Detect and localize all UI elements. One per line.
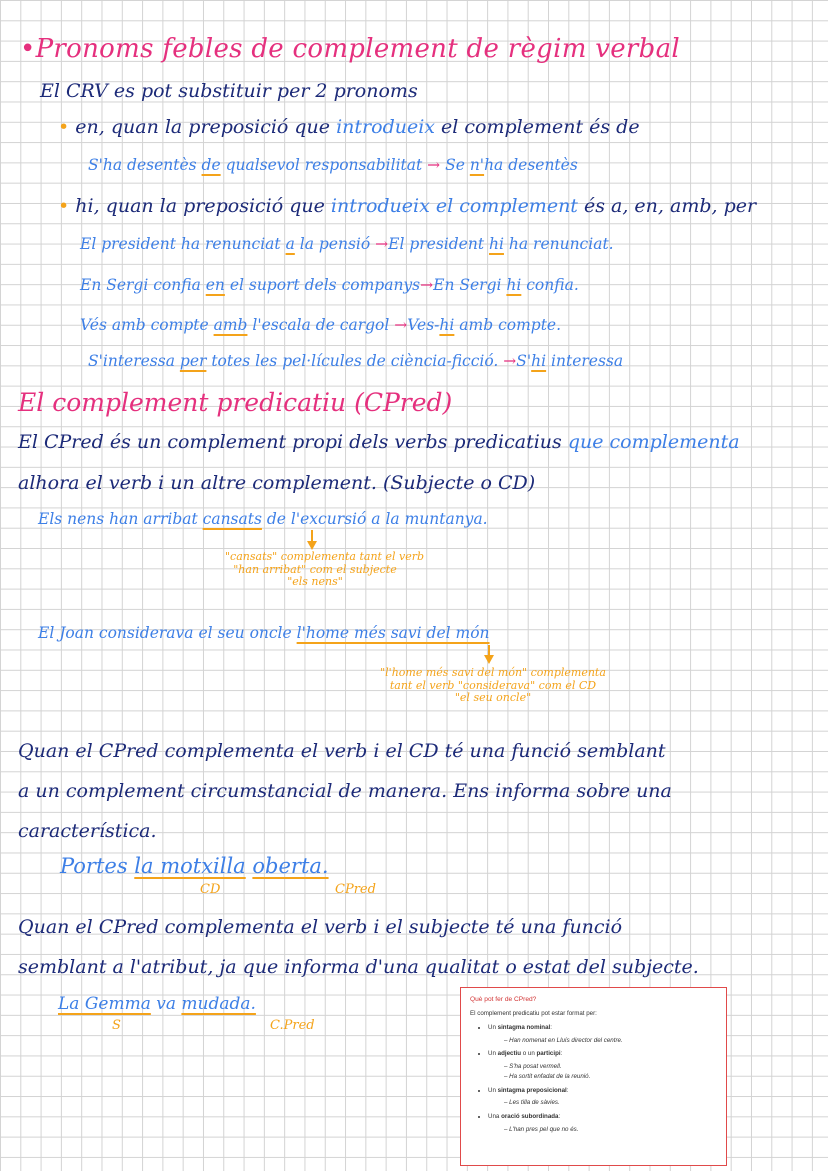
- ex-part: El president ha renunciat: [80, 235, 286, 253]
- note-line: "l'home més savi del món" complementa: [380, 666, 606, 679]
- cd-para-line3: característica.: [18, 820, 157, 842]
- note-line: "cansats" complementa tant el verb: [225, 550, 424, 563]
- box-list: [470, 1024, 717, 1134]
- example-cpred-3: [60, 856, 329, 877]
- def-part: propi dels verbs predicatius: [292, 431, 562, 453]
- subj-para-line2: semblant a l'atribut, ja que informa d'una qualitat o estat del subjecte.: [18, 956, 699, 978]
- bullet-hi: [58, 197, 756, 216]
- cd-para-line2: a un complement circumstancial de manera. Ens informa sobre una: [18, 780, 672, 802]
- list-item: – Les tilla de sàvies.: [504, 1099, 717, 1107]
- tag-s: S: [112, 1018, 121, 1033]
- ex-underline: n': [469, 156, 485, 174]
- example-hi-1: [80, 237, 614, 253]
- item-text: :: [550, 1023, 552, 1031]
- ex-part: S': [516, 352, 532, 370]
- intro-text: El CRV es pot substituir per 2 pronoms: [40, 80, 418, 102]
- ex-part: totes les pel·lícules de ciència-ficció.: [206, 352, 504, 370]
- item-text: Una: [488, 1113, 502, 1121]
- ex-part: el suport dels companys: [224, 276, 421, 294]
- ex-underline: hi: [531, 352, 547, 370]
- ex-underline: hi: [506, 276, 522, 294]
- arrow-down-icon: [484, 655, 494, 664]
- cpred-info-box: [460, 987, 727, 1166]
- ex-part: ha renunciat.: [503, 235, 614, 253]
- ex-part: Els nens han arribat: [38, 510, 203, 528]
- item-bold: sintagma preposicional: [497, 1086, 567, 1094]
- note-line: tant el verb "considerava" com el CD: [389, 678, 597, 692]
- list-item: [488, 1087, 717, 1108]
- ex-underline: hi: [489, 235, 504, 253]
- ex-underline: en: [205, 276, 225, 294]
- ex-part: Portes: [60, 854, 135, 878]
- en-text-a: quan la preposició que: [104, 116, 337, 138]
- item-text: Un: [488, 1086, 498, 1094]
- item-text: :: [558, 1113, 561, 1121]
- example-hi-3: [80, 318, 561, 334]
- hi-text-a: quan la preposició que: [99, 195, 331, 217]
- ex-underline: la motxilla: [134, 854, 246, 878]
- hi-text-b: és a, en, amb, per: [577, 195, 757, 217]
- ex-part: amb compte.: [454, 316, 562, 334]
- list-item: – Han nomenat en Lluís director del centre.: [504, 1037, 717, 1045]
- tag-cpred: CPred: [335, 882, 376, 897]
- ex-underline: de: [201, 156, 221, 174]
- note-line: "els nens": [287, 575, 343, 589]
- example-en: [88, 158, 578, 174]
- item-bold: oració subordinada: [501, 1113, 559, 1121]
- ex-part: En Sergi: [433, 276, 507, 294]
- bullet-en: [58, 118, 640, 137]
- box-intro: El complement predicatiu pot estar format per:: [470, 1010, 597, 1018]
- list-item: [488, 1050, 717, 1080]
- hi-highlight: introdueix el complement: [330, 195, 578, 217]
- item-bold: sintagma nominal: [497, 1023, 551, 1031]
- ex-part: S'interessa: [88, 352, 180, 370]
- item-text: Un: [488, 1050, 498, 1058]
- list-item: [488, 1113, 717, 1134]
- tag-cd: CD: [200, 882, 221, 897]
- arrow-icon: →: [427, 156, 441, 174]
- note-1: [225, 550, 424, 589]
- item-text: :: [560, 1050, 563, 1058]
- section-title-cpred: El complement predicatiu (CPred): [18, 388, 453, 417]
- en-text-b: el complement és de: [435, 116, 640, 138]
- ex-part: la pensió: [294, 235, 376, 253]
- bullet-dot: •: [58, 116, 70, 138]
- item-text: :: [566, 1086, 569, 1094]
- sub-list: [488, 1063, 717, 1081]
- ex-part: En Sergi confia: [80, 276, 206, 294]
- item-bold: participi: [536, 1050, 561, 1058]
- ex-underline: a: [285, 235, 295, 253]
- ex-underline: mudada.: [181, 994, 256, 1014]
- example-hi-4: [88, 354, 623, 370]
- ex-part: Se: [445, 156, 470, 174]
- sub-list: [488, 1037, 717, 1045]
- ex-part: qualsevol responsabilitat: [220, 156, 423, 174]
- bullet-dot: •: [58, 195, 70, 217]
- ex-underline: l'home més savi del món: [296, 624, 490, 642]
- ex-part: Vés amb compte: [80, 316, 214, 334]
- en-highlight: introdueix: [336, 116, 435, 138]
- section-title-pronoms: •Pronoms febles de complement de règim verbal: [20, 34, 680, 64]
- cpred-def-line1: [18, 433, 740, 452]
- ex-underline: cansats: [202, 510, 262, 528]
- def-highlight: que complementa: [561, 431, 740, 453]
- sub-list: [488, 1099, 717, 1107]
- list-item: – S'ha posat vermell.: [504, 1063, 717, 1071]
- ex-part: ha desentès: [484, 156, 578, 174]
- ex-part: l'escala de cargol: [247, 316, 395, 334]
- box-title: Què pot fer de CPred?: [470, 996, 537, 1003]
- ex-underline: per: [179, 352, 207, 370]
- ex-part: S'ha desentès: [88, 156, 202, 174]
- subj-para-line1: Quan el CPred complementa el verb i el subjecte té una funció: [18, 916, 623, 938]
- ex-underline: hi: [439, 316, 455, 334]
- list-item: [488, 1024, 717, 1045]
- item-text: o un: [521, 1050, 537, 1058]
- item-bold: adjectiu: [497, 1050, 522, 1058]
- note-line: "el seu oncle": [454, 691, 532, 705]
- hi-lead: hi,: [75, 195, 100, 217]
- def-part: El CPred és un complement: [18, 431, 293, 453]
- example-cpred-2: [38, 626, 490, 642]
- ex-part: El Joan considerava el seu oncle: [38, 624, 297, 642]
- arrow-icon: →: [420, 276, 434, 294]
- cd-para-line1: Quan el CPred complementa el verb i el CD té una funció semblant: [18, 740, 666, 762]
- ex-part: va: [150, 994, 182, 1014]
- example-cpred-1: [38, 512, 488, 528]
- ex-part: confia.: [521, 276, 579, 294]
- arrow-down-icon: [307, 541, 317, 550]
- example-cpred-4: [58, 996, 256, 1013]
- ex-part: de l'excursió a la muntanya.: [261, 510, 488, 528]
- ex-part: Ves-: [407, 316, 440, 334]
- example-hi-2: [80, 278, 579, 294]
- arrow-icon: →: [503, 352, 517, 370]
- en-lead: en,: [75, 116, 105, 138]
- ex-part: El president: [388, 235, 489, 253]
- list-item: – Ha sortit enfadat de la reunió.: [504, 1073, 717, 1081]
- ex-part: interessa: [546, 352, 624, 370]
- arrow-icon: →: [375, 235, 389, 253]
- note-line: "han arribat" com el subjecte: [233, 562, 397, 576]
- list-item: – L'han pres pel que no és.: [504, 1126, 717, 1134]
- ex-underline: La Gemma: [58, 994, 151, 1014]
- arrow-icon: →: [394, 316, 408, 334]
- item-text: Un: [488, 1023, 498, 1031]
- ex-underline: amb: [213, 316, 248, 334]
- note-2: [378, 667, 608, 705]
- sub-list: [488, 1126, 717, 1134]
- cpred-def-line2: alhora el verb i un altre complement. (Subjecte o CD): [18, 472, 536, 494]
- ex-underline: oberta.: [252, 854, 329, 878]
- tag-c-pred: C.Pred: [270, 1018, 315, 1033]
